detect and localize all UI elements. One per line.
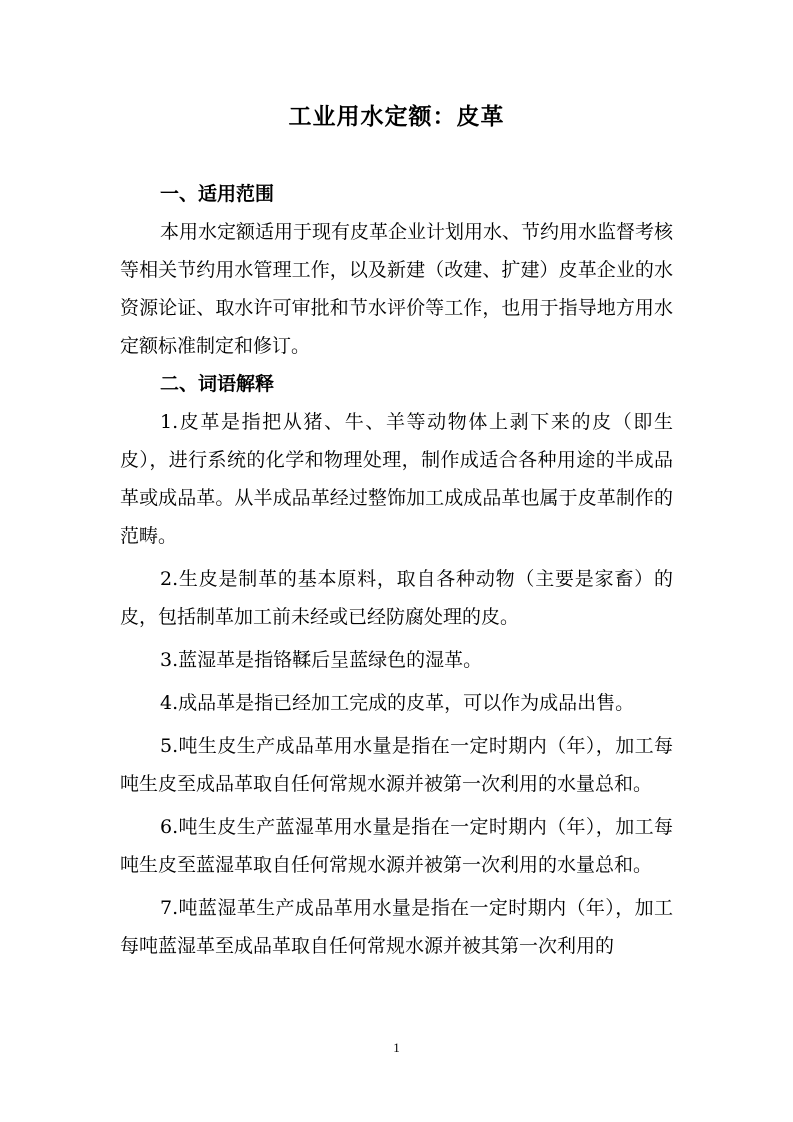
paragraph: 本用水定额适用于现有皮革企业计划用水、节约用水监督考核等相关节约用水管理工作，以及新建（改建、扩建）皮革企业的水资源论证、取水许可审批和节水评价等工作，也用于指导地方用水定额标准制定和修订。 [120,221,674,357]
paragraph: 6.吨生皮生产蓝湿革用水量是指在一定时期内（年），加工每吨生皮至蓝湿革取自任何常规水源并被第一次利用的水量总和。 [120,816,673,876]
document-title: 工业用水定额：皮革 [288,104,505,130]
section-heading: 一、适用范围 [160,183,275,205]
paragraph: 4.成品革是指已经加工完成的皮革，可以作为成品出售。 [160,692,635,714]
paragraph: 3.蓝湿革是指铬鞣后呈蓝绿色的湿革。 [160,649,483,671]
paragraph: 1.皮革是指把从猪、牛、羊等动物体上剥下来的皮（即生皮），进行系统的化学和物理处理，制作成适合各种用途的半成品革或成品革。从半成品革经过整饰加工成成品革也属于皮革制作的范畴。 [120,411,673,547]
paragraph: 7.吨蓝湿革生产成品革用水量是指在一定时期内（年），加工每吨蓝湿革至成品革取自任何常规水源并被其第一次利用的 [120,897,673,957]
paragraph: 5.吨生皮生产成品革用水量是指在一定时期内（年），加工每吨生皮至成品革取自任何常规水源并被第一次利用的水量总和。 [120,735,673,795]
page-number: 1 [393,1040,400,1055]
document-body [120,175,673,965]
section-definitions [120,365,673,965]
section-heading: 二、词语解释 [160,373,275,395]
paragraph: 2.生皮是制革的基本原料，取自各种动物（主要是家畜）的皮，包括制革加工前未经或已经防腐处理的皮。 [120,568,673,628]
section-scope [120,175,673,365]
